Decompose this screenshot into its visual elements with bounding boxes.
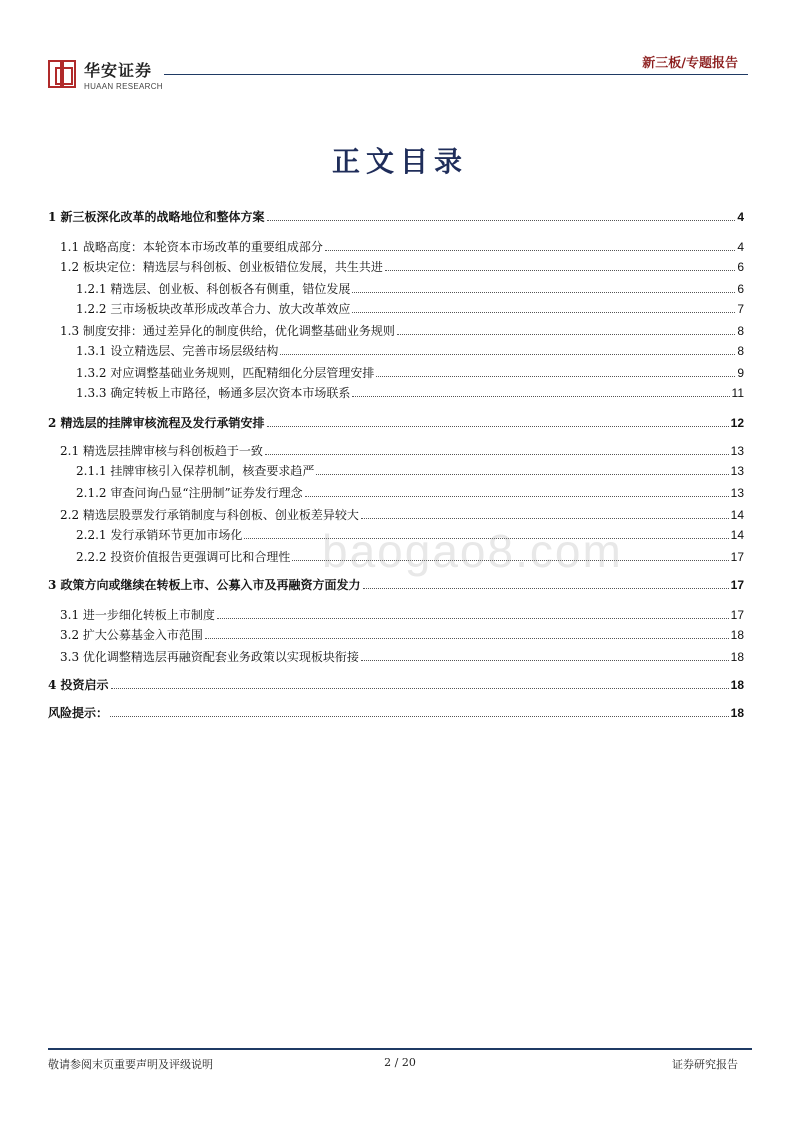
toc-leader-dots xyxy=(361,518,729,519)
toc-leader-dots xyxy=(352,312,735,313)
toc-entry-label: 1.3.2 对应调整基础业务规则，匹配精细化分层管理安排 xyxy=(76,366,375,380)
footer-divider xyxy=(48,1048,752,1050)
toc-leader-dots xyxy=(217,618,729,619)
toc-leader-dots xyxy=(316,474,728,475)
toc-leader-dots xyxy=(352,292,735,293)
toc-leader-dots xyxy=(385,270,735,271)
brand-name-en: HUAAN RESEARCH xyxy=(84,82,163,91)
toc-leader-dots xyxy=(267,426,729,427)
toc-leader-dots xyxy=(265,454,729,455)
toc-entry-label: 2.1 精选层挂牌审核与科创板趋于一致 xyxy=(60,444,263,458)
toc-entry-page: 4 xyxy=(737,240,744,254)
toc-entry[interactable] xyxy=(76,280,744,296)
footer-disclaimer: 敬请参阅末页重要声明及评级说明 xyxy=(48,1058,213,1071)
toc-entry[interactable] xyxy=(76,484,744,500)
toc-entry-page: 13 xyxy=(730,444,744,458)
toc-entry-label: 1.3.3 确定转板上市路径，畅通多层次资本市场联系 xyxy=(76,386,351,400)
toc-entry-label: 1.2.1 精选层、创业板、科创板各有侧重，错位发展 xyxy=(76,282,351,296)
toc-entry[interactable] xyxy=(60,506,744,522)
toc-entry-page: 7 xyxy=(737,302,744,316)
toc-entry-page: 6 xyxy=(737,282,744,296)
toc-entry-label: 1.2.2 三市场板块改革形成改革合力、放大改革效应 xyxy=(76,302,351,316)
toc-leader-dots xyxy=(352,396,729,397)
toc-entry-page: 11 xyxy=(731,386,744,400)
toc-entry-label: 2.2 精选层股票发行承销制度与科创板、创业板差异较大 xyxy=(60,508,359,522)
toc-entry-page: 14 xyxy=(730,508,744,522)
toc-entry[interactable] xyxy=(60,258,744,274)
header-divider xyxy=(164,74,748,75)
toc-entry[interactable] xyxy=(76,462,744,478)
toc-entry-page: 14 xyxy=(730,528,744,542)
toc-entry[interactable] xyxy=(60,442,744,458)
toc-entry-label: 2.2.1 发行承销环节更加市场化 xyxy=(76,528,243,542)
toc-entry[interactable] xyxy=(60,322,744,338)
toc-entry[interactable] xyxy=(76,364,744,380)
toc-entry-page: 13 xyxy=(730,464,744,478)
toc-entry-page: 18 xyxy=(730,628,744,642)
toc-entry-page: 18 xyxy=(730,650,744,664)
toc-entry-label: 4 投资启示 xyxy=(48,678,109,692)
footer-report-label: 证券研究报告 xyxy=(672,1058,738,1071)
watermark: baogao8.com xyxy=(322,525,623,577)
toc-entry-page: 6 xyxy=(737,260,744,274)
page-header xyxy=(0,0,800,100)
toc-entry[interactable] xyxy=(48,414,744,430)
toc-entry-page: 8 xyxy=(737,324,744,338)
page-title: 正文目录 xyxy=(331,145,468,178)
page-number: 2 / 20 xyxy=(384,1056,416,1069)
toc-entry-label: 1 新三板深化改革的战略地位和整体方案 xyxy=(48,210,265,224)
toc-entry[interactable] xyxy=(76,300,744,316)
toc-entry[interactable] xyxy=(48,576,744,592)
toc-leader-dots xyxy=(376,376,735,377)
toc-entry[interactable] xyxy=(60,606,744,622)
toc-leader-dots xyxy=(363,588,729,589)
toc-entry-page: 17 xyxy=(730,608,744,622)
toc-entry-label: 风险提示： xyxy=(48,706,109,720)
toc-entry-label: 3.3 优化调整精选层再融资配套业务政策以实现板块衔接 xyxy=(60,650,359,664)
toc-entry[interactable] xyxy=(60,626,744,642)
toc-entry[interactable] xyxy=(60,238,744,254)
huaan-logo-icon xyxy=(48,60,76,88)
toc-entry-page: 9 xyxy=(737,366,744,380)
toc-entry[interactable] xyxy=(48,704,744,720)
toc-entry-page: 12 xyxy=(730,416,744,430)
toc-leader-dots xyxy=(110,716,729,717)
toc-leader-dots xyxy=(267,220,736,221)
toc-leader-dots xyxy=(305,496,729,497)
toc-entry[interactable] xyxy=(48,208,744,224)
toc-entry-label: 1.3 制度安排：通过差异化的制度供给，优化调整基础业务规则 xyxy=(60,324,395,338)
toc-entry-label: 2.1.2 审查问询凸显“注册制”证券发行理念 xyxy=(76,486,303,500)
toc-entry-label: 2.1.1 挂牌审核引入保荐机制，核查要求趋严 xyxy=(76,464,315,478)
toc-leader-dots xyxy=(361,660,729,661)
toc-entry-label: 3 政策方向或继续在转板上市、公募入市及再融资方面发力 xyxy=(48,578,361,592)
toc-entry-page: 8 xyxy=(737,344,744,358)
toc-entry-label: 1.1 战略高度：本轮资本市场改革的重要组成部分 xyxy=(60,240,323,254)
toc-leader-dots xyxy=(205,638,729,639)
toc-entry-page: 17 xyxy=(730,550,744,564)
toc-entry-page: 13 xyxy=(730,486,744,500)
toc-leader-dots xyxy=(280,354,735,355)
toc-entry-label: 3.1 进一步细化转板上市制度 xyxy=(60,608,215,622)
toc-leader-dots xyxy=(111,688,729,689)
toc-entry-page: 18 xyxy=(730,706,744,720)
toc-entry-page: 18 xyxy=(730,678,744,692)
toc-entry-label: 1.2 板块定位：精选层与科创板、创业板错位发展，共生共进 xyxy=(60,260,383,274)
toc-entry[interactable] xyxy=(76,384,744,400)
toc-entry-label: 2 精选层的挂牌审核流程及发行承销安排 xyxy=(48,416,265,430)
toc-entry[interactable] xyxy=(76,342,744,358)
toc-entry-label: 2.2.2 投资价值报告更强调可比和合理性 xyxy=(76,550,291,564)
toc-leader-dots xyxy=(325,250,735,251)
toc-entry-label: 3.2 扩大公募基金入市范围 xyxy=(60,628,203,642)
toc-entry-page: 17 xyxy=(730,578,744,592)
toc-entry-page: 4 xyxy=(737,210,744,224)
brand-name-cn: 华安证券 xyxy=(84,61,153,80)
toc-leader-dots xyxy=(397,334,735,335)
toc-entry[interactable] xyxy=(48,676,744,692)
report-type: 新三板/专题报告 xyxy=(642,56,738,71)
toc-entry[interactable] xyxy=(60,648,744,664)
toc-entry-label: 1.3.1 设立精选层、完善市场层级结构 xyxy=(76,344,279,358)
